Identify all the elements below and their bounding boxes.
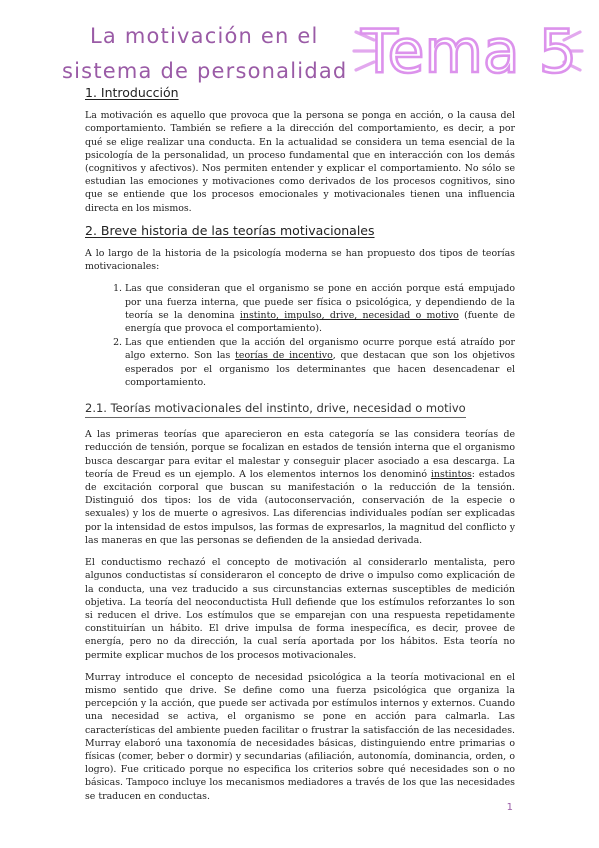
document-body <box>85 86 515 812</box>
title-line-2: sistema de personalidad <box>62 59 348 83</box>
tema-badge <box>352 10 584 86</box>
heading-historia: 2. Breve historia de las teorías motivacionales <box>85 222 375 238</box>
heading-introduccion: 1. Introducción <box>85 85 179 100</box>
list-item: 1. Las que consideran que el organismo se pone en acción porque está empujado por una fuerza interna, que puede ser física o psicológica, y dependiendo de la teoría se la denomina instinto, impulso, drive, necesidad o motivo (fuente de energía que provoca el comportamiento). <box>125 282 515 335</box>
title-line-1: La motivación en el <box>90 24 319 48</box>
murray-paragraph: Murray introduce el concepto de necesidad psicológica a la teoría motivacional en el mismo sentido que drive. Se define como una fuerza psicológica que organiza la percepción y la acción, que puede ser activada por estímulos internos y externos. Cuando una necesidad se activa, el organismo se pone en acción para calmarla. Las características del ambiente pueden facilitar o frustrar la satisfacción de las necesidades. Murray elaboró una taxonomía de necesidades básicas, distinguiendo entre primarias o físicas (comer, beber o dormir) y secundarias (afiliación, autonomía, dominancia, orden, o logro). Fue criticado porque no especifica los criterios sobre qué necesidades son o no básicas. Tampoco incluye los mecanismos mediadores a través de los que las necesidades se traducen en conductas. <box>85 671 515 802</box>
heading-drive-theories: 2.1. Teorías motivacionales del instinto, drive, necesidad o motivo <box>85 402 466 418</box>
conductismo-paragraph: El conductismo rechazó el concepto de motivación al considerarlo mentalista, pero algunos conductistas sí consideraron el concepto de drive o impulso como explicación de la conducta, una vez traducido a sus circunstancias externas susceptibles de medición objetiva. La teoría del neoconductista Hull defiende que los estímulos reforzantes lo son si reducen el drive. Los estímulos que se emparejan con una respuesta repetidamente constituirían un hábito. El drive impulsa de forma inespecífica, es decir, provee de energía, pero no da dirección, la cual sería aportada por los hábitos. Esta teoría no permite explicar muchos de los procesos motivacionales. <box>85 557 515 661</box>
historia-paragraph: A lo largo de la historia de la psicología moderna se han propuesto dos tipos de teorías motivacionales: <box>85 248 515 273</box>
intro-paragraph: La motivación es aquello que provoca que la persona se ponga en acción, o la causa del comportamiento. También se refiere a la dirección del comportamiento, es decir, a por qué se elige realizar una conducta. En la actualidad se considera un tema esencial de la psicología de la personalidad, un proceso fundamental que en interacción con los demás (cognitivos y afectivos). Nos permiten entender y explicar el comportamiento. No sólo se estudian las emociones y motivaciones como derivados de los procesos cognitivos, sino que se entiende que los procesos emocionales y motivacionales tienen una influencia directa en los mismos. <box>85 110 515 214</box>
tema-badge-text: Tema 5 <box>361 17 577 86</box>
list-item: 2. Las que entienden que la acción del organismo ocurre porque está atraído por algo externo. Son las teorías de incentivo, que destacan que son los objetivos esperados por el organismo los determinantes que hacen desencadenar el comportamiento. <box>125 336 515 389</box>
theory-types-list <box>85 282 515 389</box>
page-number: 1 <box>506 802 513 813</box>
freud-paragraph: A las primeras teorías que aparecieron en esta categoría se las considera teorías de reducción de tensión, porque se focalizan en estados de tensión interna que el organismo busca descargar para evitar el malestar y conseguir placer asociado a esa descarga. La teoría de Freud es un ejemplo. A los elementos internos los denominó instintos: estados de excitación corporal que buscan su manifestación o la reducción de la tensión. Distinguió dos tipos: los de vida (autoconservación, conservación de la especie o sexuales) y los de muerte o agresivos. Las diferencias individuales podían ser explicadas por la intensidad de estos impulsos, las formas de expresarlos, la magnitud del conflicto y las maneras en que las personas se defienden de la ansiedad derivada. <box>85 429 515 546</box>
